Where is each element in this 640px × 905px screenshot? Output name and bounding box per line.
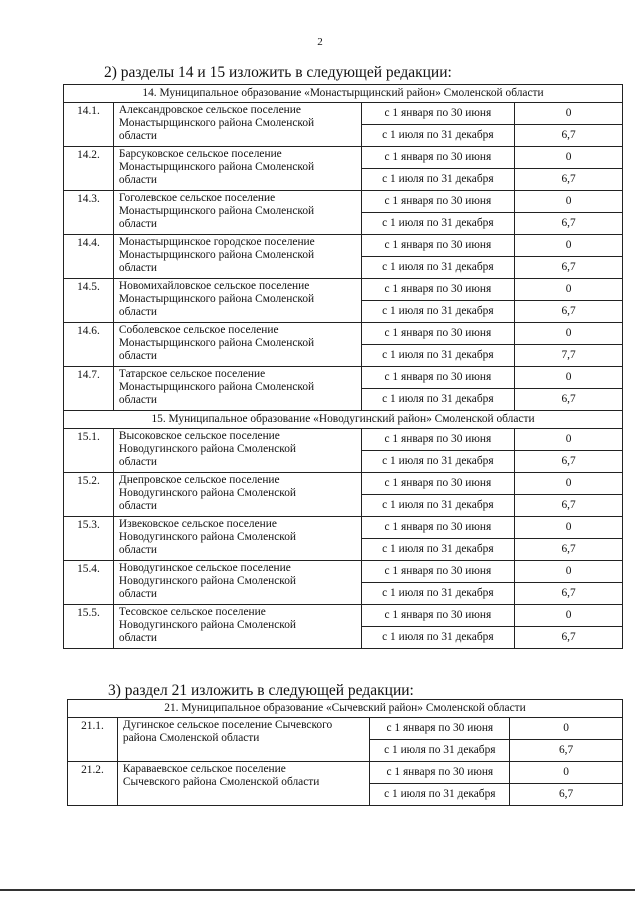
- rate-value: 0: [515, 605, 623, 627]
- settlement-name-line: Монастырщинское городское поселение: [118, 236, 315, 248]
- rate-value: 0: [515, 473, 623, 495]
- row-number: 14.5.: [64, 279, 114, 323]
- settlement-name-line: области: [118, 588, 157, 600]
- rate-value: 0: [515, 279, 623, 301]
- settlement-name-line: области: [118, 456, 157, 468]
- group-header-row: [68, 700, 623, 718]
- rate-value: 6,7: [515, 389, 623, 411]
- settlement-name: [113, 103, 361, 147]
- settlement-name-line: Новомихайловское сельское поселение: [118, 280, 310, 292]
- rate-value: 6,7: [515, 125, 623, 147]
- rate-value: 6,7: [515, 495, 623, 517]
- settlement-name: [117, 762, 370, 806]
- row-number: 15.2.: [64, 473, 114, 517]
- settlement-name-line: области: [118, 306, 157, 318]
- settlement-name-line: Дугинское сельское поселение Сычевского: [122, 719, 333, 731]
- table-row: [64, 605, 623, 627]
- rate-value: 0: [515, 103, 623, 125]
- period-label: с 1 июля по 31 декабря: [361, 257, 515, 279]
- period-label: с 1 июля по 31 декабря: [361, 345, 515, 367]
- section-heading-14-15: 2) разделы 14 и 15 изложить в следующей редакции:: [104, 64, 452, 81]
- table-row: [68, 762, 623, 784]
- period-label: с 1 января по 30 июня: [361, 279, 515, 301]
- rates-table-section-21: [67, 699, 623, 806]
- settlement-name-line: Новодугинского района Смоленской: [118, 619, 297, 631]
- settlement-name-line: Новодугинского района Смоленской: [118, 487, 297, 499]
- settlement-name-line: Монастырщинского района Смоленской: [118, 161, 315, 173]
- rate-value: 0: [515, 235, 623, 257]
- row-number: 14.2.: [64, 147, 114, 191]
- settlement-name: [113, 605, 361, 649]
- rate-value: 6,7: [515, 539, 623, 561]
- row-number: 21.2.: [68, 762, 118, 806]
- settlement-name-line: Высоковское сельское поселение: [118, 430, 280, 442]
- settlement-name-line: Монастырщинского района Смоленской: [118, 293, 315, 305]
- settlement-name-line: Монастырщинского района Смоленской: [118, 117, 315, 129]
- rate-value: 0: [510, 718, 623, 740]
- period-label: с 1 июля по 31 декабря: [361, 169, 515, 191]
- settlement-name-line: Гоголевское сельское поселение: [118, 192, 276, 204]
- group-header-row: [64, 85, 623, 103]
- period-label: с 1 июля по 31 декабря: [361, 213, 515, 235]
- group-header-row: [64, 411, 623, 429]
- settlement-name-line: Сычевского района Смоленской области: [122, 776, 320, 788]
- row-number: 21.1.: [68, 718, 118, 762]
- rate-value: 6,7: [515, 627, 623, 649]
- rate-value: 6,7: [515, 583, 623, 605]
- settlement-name: [113, 561, 361, 605]
- rate-value: 0: [515, 367, 623, 389]
- table-row: [64, 561, 623, 583]
- table-row: [64, 191, 623, 213]
- period-label: с 1 января по 30 июня: [361, 429, 515, 451]
- rate-value: 6,7: [515, 213, 623, 235]
- row-number: 14.7.: [64, 367, 114, 411]
- table-row: [64, 517, 623, 539]
- table-row: [68, 718, 623, 740]
- period-label: с 1 января по 30 июня: [361, 191, 515, 213]
- rate-value: 0: [510, 762, 623, 784]
- table-row: [64, 103, 623, 125]
- settlement-name-line: Тесовское сельское поселение: [118, 606, 266, 618]
- settlement-name-line: Новодугинского района Смоленской: [118, 575, 297, 587]
- row-number: 14.4.: [64, 235, 114, 279]
- settlement-name-line: Новодугинского района Смоленской: [118, 531, 297, 543]
- period-label: с 1 июля по 31 декабря: [361, 539, 515, 561]
- row-number: 15.1.: [64, 429, 114, 473]
- settlement-name: [113, 235, 361, 279]
- rate-value: 7,7: [515, 345, 623, 367]
- period-label: с 1 июля по 31 декабря: [361, 627, 515, 649]
- settlement-name-line: Монастырщинского района Смоленской: [118, 381, 315, 393]
- row-number: 14.6.: [64, 323, 114, 367]
- settlement-name-line: области: [118, 394, 157, 406]
- rate-value: 6,7: [510, 740, 623, 762]
- table-row: [64, 323, 623, 345]
- settlement-name-line: Извековское сельское поселение: [118, 518, 277, 530]
- settlement-name-line: Соболевское сельское поселение: [118, 324, 279, 336]
- section-heading-21: 3) раздел 21 изложить в следующей редакции:: [108, 682, 414, 699]
- settlement-name-line: Татарское сельское поселение: [118, 368, 266, 380]
- page-number: 2: [317, 36, 323, 48]
- settlement-name-line: области: [118, 632, 157, 644]
- settlement-name-line: Александровское сельское поселение: [118, 104, 301, 116]
- group-title: 14. Муниципальное образование «Монастырщинский район» Смоленской области: [64, 85, 623, 103]
- period-label: с 1 июля по 31 декабря: [361, 451, 515, 473]
- footer-rule: [0, 889, 635, 891]
- settlement-name-line: Барсуковское сельское поселение: [118, 148, 282, 160]
- settlement-name-line: Днепровское сельское поселение: [118, 474, 280, 486]
- table-row: [64, 235, 623, 257]
- period-label: с 1 июля по 31 декабря: [361, 125, 515, 147]
- settlement-name-line: района Смоленской области: [122, 732, 260, 744]
- period-label: с 1 января по 30 июня: [361, 103, 515, 125]
- row-number: 15.3.: [64, 517, 114, 561]
- settlement-name: [117, 718, 370, 762]
- group-title: 15. Муниципальное образование «Новодугинский район» Смоленской области: [64, 411, 623, 429]
- settlement-name-line: области: [118, 544, 157, 556]
- period-label: с 1 июля по 31 декабря: [361, 495, 515, 517]
- settlement-name-line: Новодугинское сельское поселение: [118, 562, 291, 574]
- table-row: [64, 473, 623, 495]
- settlement-name-line: Караваевское сельское поселение: [122, 763, 286, 775]
- rate-value: 6,7: [515, 301, 623, 323]
- rate-value: 0: [515, 429, 623, 451]
- period-label: с 1 января по 30 июня: [361, 517, 515, 539]
- settlement-name-line: области: [118, 500, 157, 512]
- row-number: 14.1.: [64, 103, 114, 147]
- settlement-name-line: Новодугинского района Смоленской: [118, 443, 297, 455]
- rate-value: 6,7: [510, 784, 623, 806]
- period-label: с 1 января по 30 июня: [370, 762, 510, 784]
- table-row: [64, 367, 623, 389]
- rate-value: 0: [515, 517, 623, 539]
- period-label: с 1 января по 30 июня: [361, 323, 515, 345]
- settlement-name: [113, 191, 361, 235]
- settlement-name: [113, 517, 361, 561]
- settlement-name-line: Монастырщинского района Смоленской: [118, 337, 315, 349]
- period-label: с 1 января по 30 июня: [370, 718, 510, 740]
- rate-value: 0: [515, 561, 623, 583]
- settlement-name-line: области: [118, 262, 157, 274]
- period-label: с 1 января по 30 июня: [361, 235, 515, 257]
- row-number: 14.3.: [64, 191, 114, 235]
- settlement-name-line: области: [118, 218, 157, 230]
- settlement-name-line: области: [118, 174, 157, 186]
- rates-table-sections-14-15: [63, 84, 623, 649]
- settlement-name: [113, 367, 361, 411]
- settlement-name-line: Монастырщинского района Смоленской: [118, 205, 315, 217]
- table-row: [64, 429, 623, 451]
- period-label: с 1 июля по 31 декабря: [361, 583, 515, 605]
- rate-value: 0: [515, 147, 623, 169]
- row-number: 15.5.: [64, 605, 114, 649]
- period-label: с 1 января по 30 июня: [361, 473, 515, 495]
- period-label: с 1 января по 30 июня: [361, 147, 515, 169]
- period-label: с 1 июля по 31 декабря: [370, 784, 510, 806]
- rate-value: 6,7: [515, 257, 623, 279]
- period-label: с 1 января по 30 июня: [361, 367, 515, 389]
- settlement-name-line: области: [118, 350, 157, 362]
- settlement-name: [113, 279, 361, 323]
- period-label: с 1 июля по 31 декабря: [361, 301, 515, 323]
- period-label: с 1 июля по 31 декабря: [361, 389, 515, 411]
- group-title: 21. Муниципальное образование «Сычевский район» Смоленской области: [68, 700, 623, 718]
- settlement-name: [113, 473, 361, 517]
- table-row: [64, 279, 623, 301]
- settlement-name: [113, 147, 361, 191]
- rate-value: 6,7: [515, 169, 623, 191]
- period-label: с 1 июля по 31 декабря: [370, 740, 510, 762]
- period-label: с 1 января по 30 июня: [361, 561, 515, 583]
- rate-value: 6,7: [515, 451, 623, 473]
- settlement-name-line: области: [118, 130, 157, 142]
- rate-value: 0: [515, 323, 623, 345]
- settlement-name: [113, 429, 361, 473]
- row-number: 15.4.: [64, 561, 114, 605]
- rate-value: 0: [515, 191, 623, 213]
- period-label: с 1 января по 30 июня: [361, 605, 515, 627]
- settlement-name-line: Монастырщинского района Смоленской: [118, 249, 315, 261]
- settlement-name: [113, 323, 361, 367]
- table-row: [64, 147, 623, 169]
